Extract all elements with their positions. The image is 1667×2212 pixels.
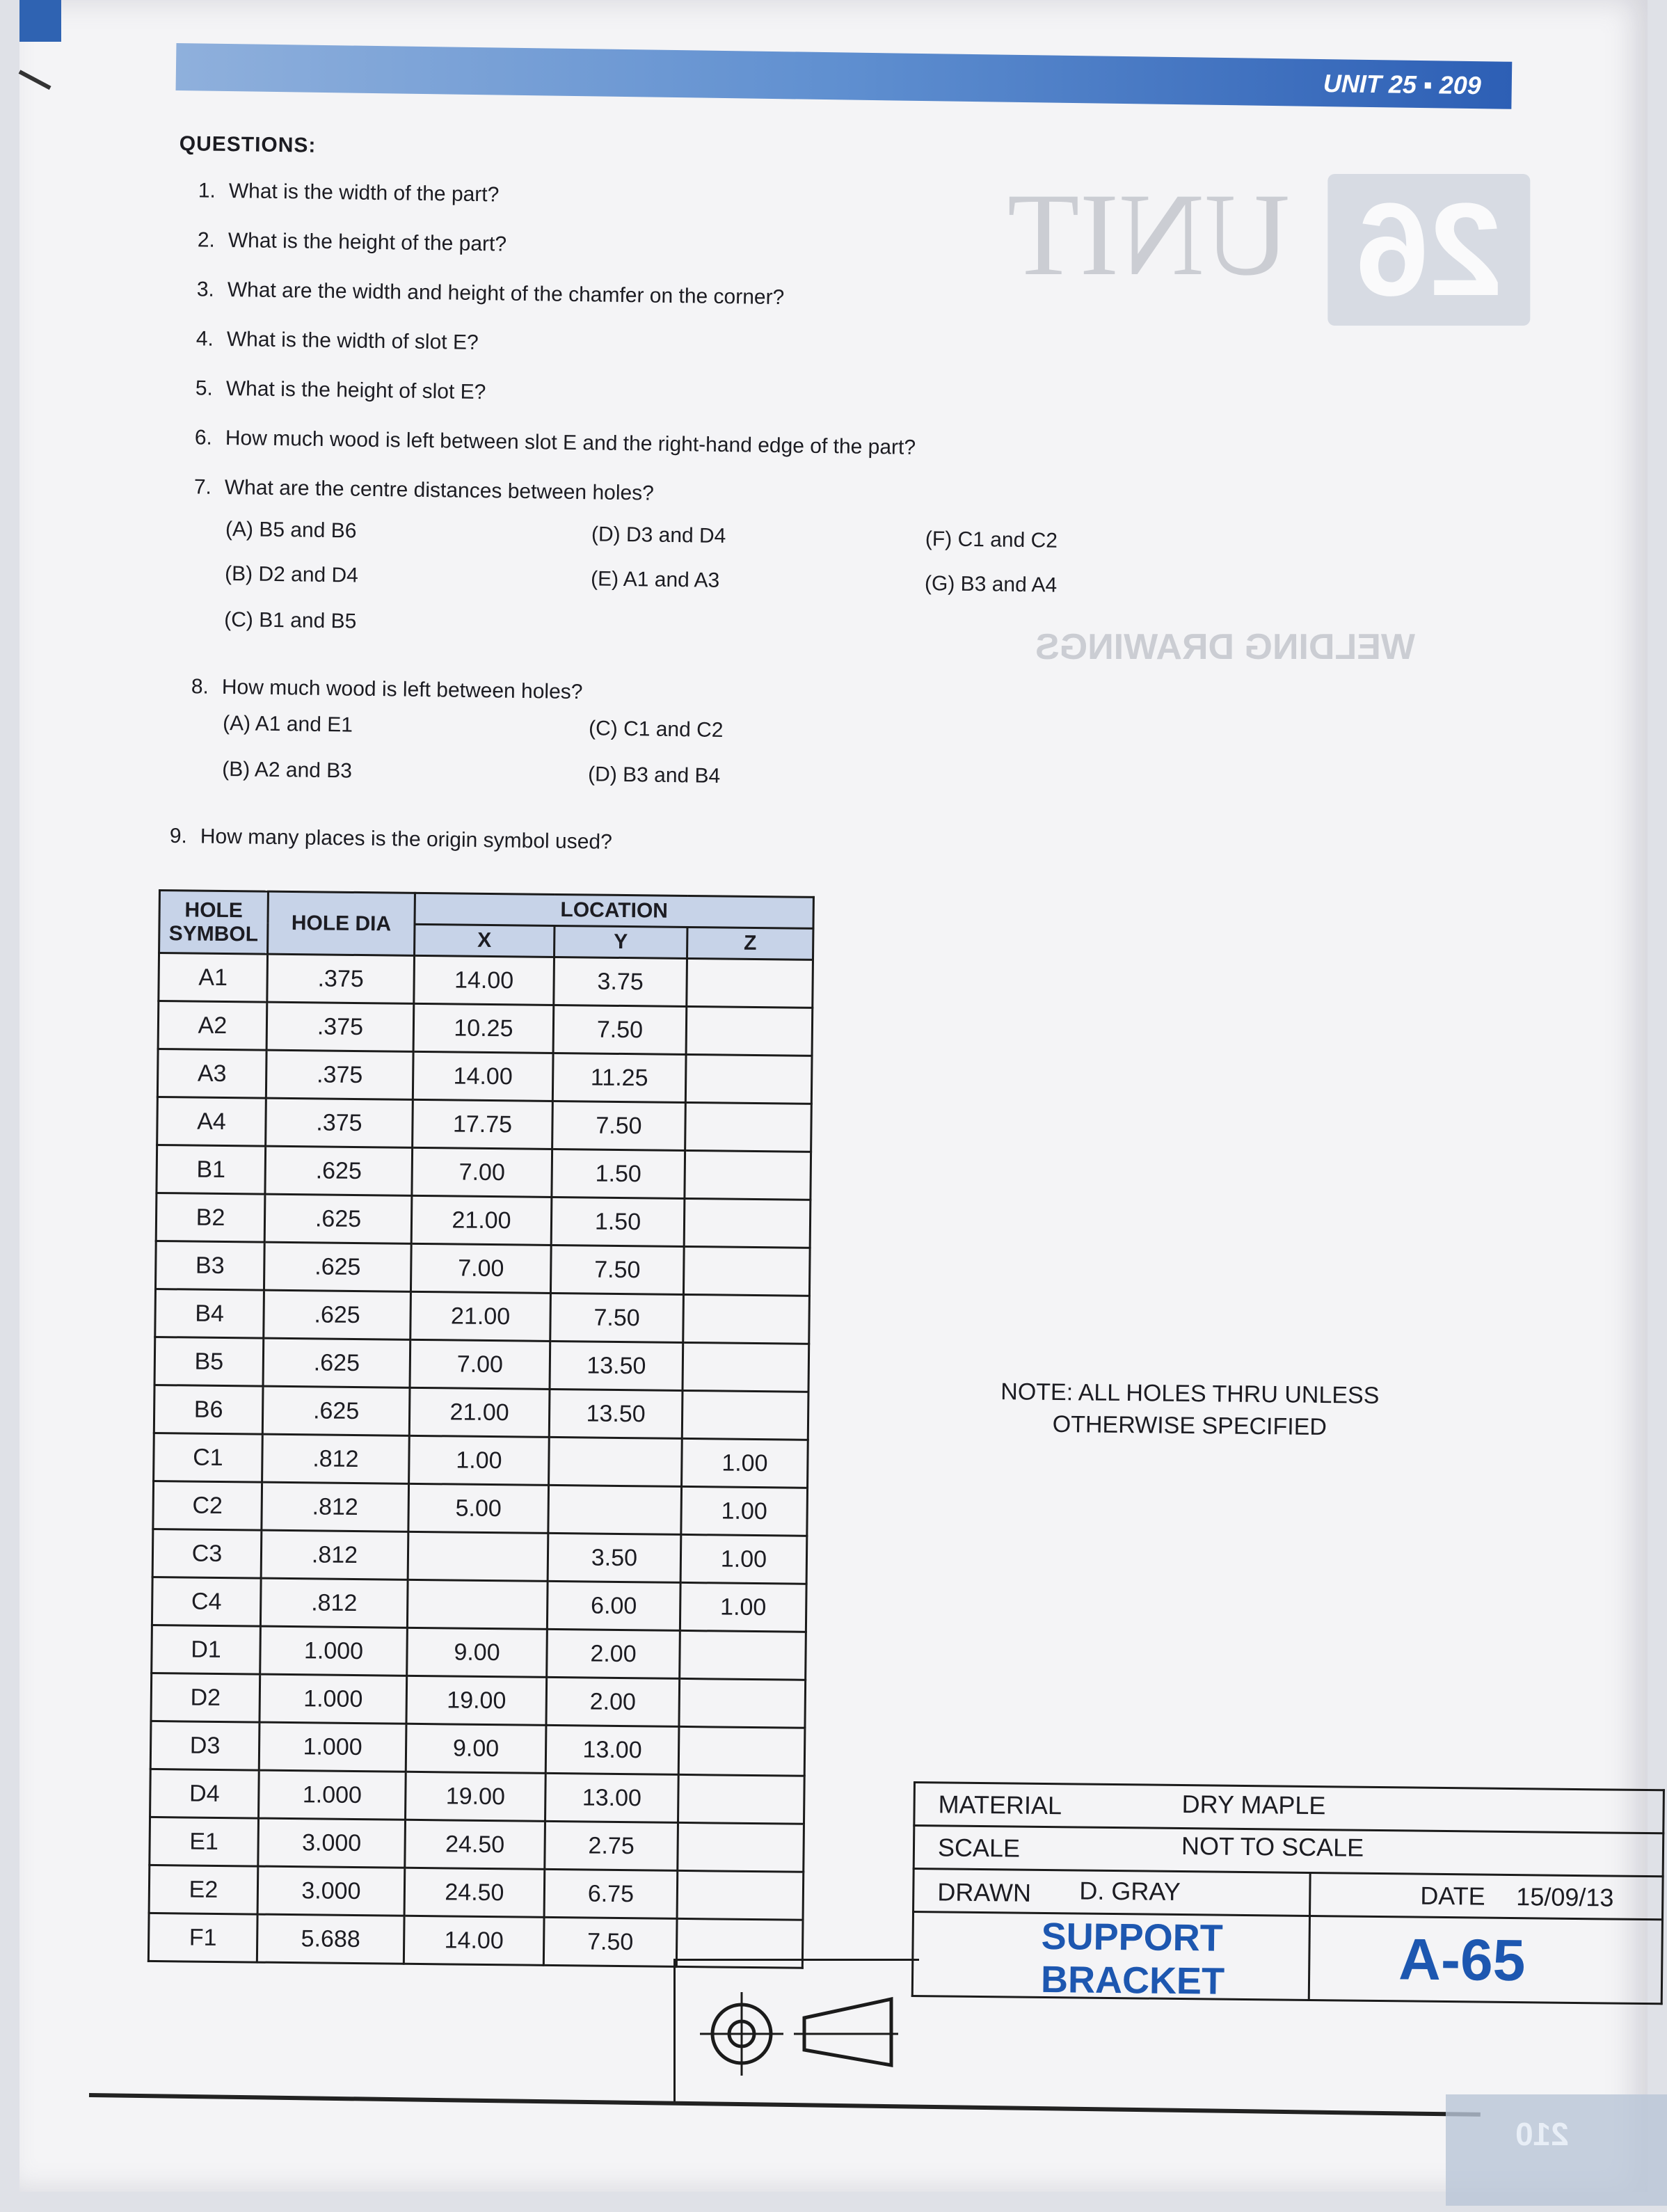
hole-symbol-cell: B6 bbox=[154, 1385, 263, 1434]
x-cell: 7.00 bbox=[412, 1147, 552, 1197]
y-header: Y bbox=[555, 925, 687, 958]
question-text: How much wood is left between holes? bbox=[221, 675, 583, 704]
y-cell: 7.50 bbox=[553, 1005, 687, 1054]
hole-dia-cell: .625 bbox=[265, 1146, 413, 1195]
z-cell bbox=[685, 1102, 812, 1152]
y-cell: 7.50 bbox=[552, 1101, 686, 1150]
x-cell: 21.00 bbox=[409, 1387, 550, 1437]
hole-dia-cell: .812 bbox=[262, 1434, 410, 1483]
table-row bbox=[152, 1577, 806, 1632]
hole-dia-cell: .625 bbox=[264, 1290, 411, 1339]
hole-dia-cell: 1.000 bbox=[260, 1674, 407, 1724]
y-cell: 13.50 bbox=[550, 1341, 683, 1390]
divider bbox=[914, 1781, 1665, 1791]
question-text: What is the width of the part? bbox=[228, 179, 500, 207]
date-value: 15/09/13 bbox=[1516, 1882, 1614, 1912]
hole-table-wrapper bbox=[147, 889, 815, 1969]
question-number: 7. bbox=[193, 475, 212, 499]
option: (C) B1 and B5 bbox=[223, 607, 357, 633]
question-text: What are the centre distances between holes? bbox=[224, 475, 655, 505]
option: (D) D3 and D4 bbox=[591, 523, 726, 548]
z-cell bbox=[682, 1390, 808, 1440]
y-cell: 3.75 bbox=[554, 957, 687, 1006]
y-cell: 3.50 bbox=[548, 1533, 681, 1582]
question-text: How much wood is left between slot E and the right-hand edge of the part? bbox=[225, 426, 916, 459]
z-cell: 1.00 bbox=[681, 1486, 808, 1536]
hole-dia-cell: .375 bbox=[266, 1050, 413, 1099]
y-cell: 1.50 bbox=[552, 1149, 685, 1198]
questions-section bbox=[169, 132, 1153, 874]
hole-symbol-cell: A4 bbox=[157, 1097, 266, 1146]
hole-symbol-header: HOLE SYMBOL bbox=[159, 891, 269, 955]
note-line-1: NOTE: ALL HOLES THRU UNLESS bbox=[1000, 1378, 1380, 1409]
part-title-line-1: SUPPORT bbox=[1041, 1915, 1224, 1959]
table-row bbox=[158, 1001, 813, 1056]
option: (F) C1 and C2 bbox=[925, 527, 1058, 552]
hole-symbol-cell: C3 bbox=[152, 1529, 262, 1578]
question-number: 5. bbox=[195, 376, 214, 400]
y-cell: 7.50 bbox=[550, 1293, 684, 1342]
x-cell: 24.50 bbox=[405, 1820, 545, 1869]
question-number: 4. bbox=[196, 327, 214, 351]
corner-mark bbox=[19, 70, 51, 90]
x-cell: 9.00 bbox=[406, 1724, 546, 1773]
ghost-welding-heading: WELDING DRAWINGS bbox=[1035, 627, 1415, 667]
hole-table-body bbox=[148, 953, 813, 1968]
projection-symbol-box bbox=[673, 1959, 919, 2103]
hole-symbol-cell: D4 bbox=[150, 1769, 260, 1818]
x-cell: 7.00 bbox=[410, 1339, 550, 1389]
divider bbox=[1661, 1789, 1665, 2005]
drawing-number: A-65 bbox=[1398, 1926, 1526, 1994]
z-cell bbox=[678, 1774, 804, 1824]
table-row bbox=[150, 1769, 805, 1824]
table-header-row bbox=[159, 891, 813, 929]
hole-dia-cell: .812 bbox=[260, 1578, 408, 1628]
textbook-page bbox=[19, 0, 1648, 2192]
hole-table bbox=[147, 889, 815, 1969]
table-row bbox=[150, 1817, 804, 1872]
table-row bbox=[157, 1049, 812, 1104]
z-cell bbox=[677, 1870, 804, 1920]
z-cell: 1.00 bbox=[682, 1438, 808, 1488]
y-cell: 13.50 bbox=[549, 1389, 683, 1438]
material-label: MATERIAL bbox=[938, 1790, 1062, 1820]
header-band bbox=[176, 43, 1513, 109]
divider bbox=[911, 1995, 1663, 2005]
y-cell: 2.00 bbox=[547, 1629, 680, 1678]
table-row bbox=[151, 1673, 806, 1728]
x-cell: 21.00 bbox=[411, 1195, 552, 1245]
question-number: 8. bbox=[191, 675, 209, 699]
unit-page-label: UNIT 25 ▪ 209 bbox=[1323, 69, 1482, 100]
question-text: What is the height of the part? bbox=[228, 228, 507, 256]
option: (B) A2 and B3 bbox=[221, 757, 353, 783]
question-text: What are the width and height of the chamfer on the corner? bbox=[227, 278, 785, 310]
hole-symbol-cell: B3 bbox=[155, 1241, 264, 1290]
y-cell: 13.00 bbox=[545, 1773, 679, 1822]
question-text: How many places is the origin symbol used? bbox=[200, 825, 612, 854]
hole-dia-cell: .375 bbox=[266, 1002, 414, 1051]
hole-symbol-cell: A2 bbox=[158, 1001, 267, 1051]
ghost-unit-text: UNIT bbox=[1007, 169, 1290, 300]
y-cell: 2.00 bbox=[546, 1677, 680, 1726]
hole-symbol-cell: B5 bbox=[154, 1337, 264, 1386]
questions-title: QUESTIONS: bbox=[179, 132, 317, 157]
z-cell bbox=[686, 1006, 813, 1056]
hole-dia-cell: .812 bbox=[262, 1482, 409, 1531]
option: (B) D2 and D4 bbox=[224, 562, 359, 587]
y-cell: 6.00 bbox=[547, 1581, 680, 1630]
x-cell: 1.00 bbox=[409, 1435, 550, 1485]
x-cell bbox=[408, 1531, 548, 1581]
date-label: DATE bbox=[1420, 1881, 1485, 1911]
table-row bbox=[152, 1529, 807, 1584]
table-row bbox=[157, 1145, 811, 1200]
z-cell bbox=[687, 958, 813, 1008]
hole-symbol-cell: E2 bbox=[149, 1865, 258, 1914]
table-row bbox=[150, 1721, 805, 1776]
table-row bbox=[156, 1193, 811, 1248]
hole-symbol-cell: B2 bbox=[156, 1193, 265, 1242]
scale-label: SCALE bbox=[937, 1833, 1021, 1863]
question-number: 9. bbox=[169, 824, 188, 848]
option: (A) A1 and E1 bbox=[222, 711, 353, 737]
note-line-2: OTHERWISE SPECIFIED bbox=[1052, 1410, 1327, 1441]
material-value: DRY MAPLE bbox=[1181, 1790, 1326, 1820]
question-number: 1. bbox=[198, 179, 216, 202]
z-cell bbox=[685, 1150, 811, 1200]
hole-dia-cell: 1.000 bbox=[259, 1722, 406, 1772]
hole-symbol-cell: A3 bbox=[157, 1049, 266, 1099]
y-cell: 11.25 bbox=[552, 1053, 686, 1102]
y-cell: 13.00 bbox=[545, 1725, 679, 1774]
y-cell: 1.50 bbox=[551, 1197, 685, 1246]
hole-dia-cell: 3.000 bbox=[257, 1866, 405, 1916]
z-cell bbox=[680, 1630, 806, 1680]
y-cell bbox=[548, 1485, 682, 1534]
x-cell: 19.00 bbox=[406, 1676, 547, 1725]
hole-dia-cell: .625 bbox=[264, 1242, 411, 1291]
table-row bbox=[154, 1433, 808, 1488]
divider bbox=[913, 1868, 1664, 1877]
hole-symbol-cell: F1 bbox=[148, 1913, 257, 1962]
table-row bbox=[149, 1865, 804, 1920]
hole-symbol-cell: E1 bbox=[150, 1817, 259, 1866]
hole-dia-cell: 3.000 bbox=[258, 1818, 406, 1868]
table-row bbox=[153, 1481, 808, 1536]
hole-symbol-cell: B4 bbox=[155, 1289, 264, 1338]
x-cell: 5.00 bbox=[408, 1483, 549, 1533]
question-number: 2. bbox=[197, 228, 216, 252]
hole-symbol-cell: D3 bbox=[150, 1721, 260, 1770]
x-cell: 14.00 bbox=[404, 1916, 544, 1965]
table-row bbox=[152, 1625, 806, 1680]
hole-dia-cell: .375 bbox=[267, 954, 415, 1003]
z-cell bbox=[683, 1342, 809, 1392]
hole-dia-header: HOLE DIA bbox=[268, 891, 415, 955]
x-cell: 19.00 bbox=[406, 1772, 546, 1821]
option: (E) A1 and A3 bbox=[590, 567, 720, 592]
hole-symbol-cell: C1 bbox=[154, 1433, 263, 1482]
z-cell bbox=[684, 1198, 811, 1248]
divider bbox=[912, 1911, 1664, 1920]
z-cell bbox=[678, 1822, 804, 1872]
holes-note bbox=[1000, 1376, 1380, 1444]
hole-symbol-cell: C2 bbox=[153, 1481, 262, 1530]
table-row bbox=[157, 1097, 812, 1152]
z-cell: 1.00 bbox=[680, 1534, 807, 1584]
y-cell: 6.75 bbox=[544, 1869, 678, 1918]
hole-dia-cell: 1.000 bbox=[260, 1626, 408, 1676]
location-header: LOCATION bbox=[415, 893, 813, 928]
x-header: X bbox=[415, 924, 555, 957]
table-row bbox=[155, 1289, 810, 1344]
option: (D) B3 and B4 bbox=[587, 763, 721, 788]
x-cell: 21.00 bbox=[410, 1291, 551, 1341]
hole-symbol-cell: C4 bbox=[152, 1577, 261, 1626]
z-cell bbox=[679, 1678, 806, 1728]
hole-dia-cell: .625 bbox=[264, 1194, 412, 1243]
option: (G) B3 and A4 bbox=[924, 572, 1058, 597]
ghost-page-number: 210 bbox=[1515, 2116, 1569, 2152]
option: (C) C1 and C2 bbox=[588, 717, 724, 742]
hole-dia-cell: 1.000 bbox=[259, 1770, 406, 1820]
divider bbox=[1308, 1872, 1311, 2001]
table-row bbox=[154, 1385, 808, 1440]
hole-dia-cell: .625 bbox=[262, 1386, 410, 1435]
hole-dia-cell: .812 bbox=[261, 1530, 408, 1580]
x-cell: 17.75 bbox=[413, 1099, 553, 1149]
option: (A) B5 and B6 bbox=[225, 517, 357, 543]
third-angle-projection-icon bbox=[676, 1961, 898, 2086]
z-cell bbox=[678, 1726, 805, 1776]
hole-dia-cell: .625 bbox=[263, 1338, 410, 1387]
hole-symbol-cell: D2 bbox=[151, 1673, 260, 1722]
part-title-line-2: BRACKET bbox=[1040, 1958, 1225, 2003]
question-number: 3. bbox=[196, 278, 215, 301]
table-row bbox=[159, 953, 813, 1008]
z-cell bbox=[685, 1054, 812, 1104]
y-cell: 7.50 bbox=[543, 1917, 677, 1966]
x-cell: 9.00 bbox=[407, 1628, 548, 1677]
hole-dia-cell: .375 bbox=[266, 1098, 413, 1147]
x-cell: 7.00 bbox=[410, 1243, 551, 1293]
x-cell bbox=[407, 1580, 548, 1629]
y-cell bbox=[549, 1437, 683, 1486]
x-cell: 14.00 bbox=[413, 1051, 553, 1101]
x-cell: 24.50 bbox=[404, 1868, 545, 1917]
table-row bbox=[155, 1241, 810, 1296]
hole-symbol-cell: D1 bbox=[152, 1625, 261, 1674]
z-cell bbox=[683, 1246, 810, 1296]
y-cell: 7.50 bbox=[550, 1245, 684, 1294]
z-cell bbox=[683, 1294, 810, 1344]
question-text: What is the height of slot E? bbox=[225, 376, 486, 404]
x-cell: 14.00 bbox=[414, 955, 555, 1005]
z-cell: 1.00 bbox=[680, 1582, 806, 1632]
hole-dia-cell: 5.688 bbox=[257, 1914, 404, 1964]
corner-tab bbox=[19, 0, 61, 42]
hole-symbol-cell: A1 bbox=[159, 953, 268, 1003]
ghost-unit-number: 26 bbox=[1327, 174, 1530, 326]
hole-symbol-cell: B1 bbox=[157, 1145, 266, 1194]
x-cell: 10.25 bbox=[413, 1003, 554, 1053]
drawn-label: DRAWN bbox=[937, 1877, 1032, 1907]
drawn-value: D. GRAY bbox=[1079, 1876, 1181, 1907]
z-header: Z bbox=[687, 927, 813, 960]
table-row bbox=[154, 1337, 809, 1392]
scale-value: NOT TO SCALE bbox=[1181, 1831, 1364, 1862]
question-number: 6. bbox=[194, 426, 213, 449]
y-cell: 2.75 bbox=[545, 1821, 678, 1870]
title-block bbox=[911, 1781, 1665, 2005]
question-text: What is the width of slot E? bbox=[226, 327, 479, 355]
